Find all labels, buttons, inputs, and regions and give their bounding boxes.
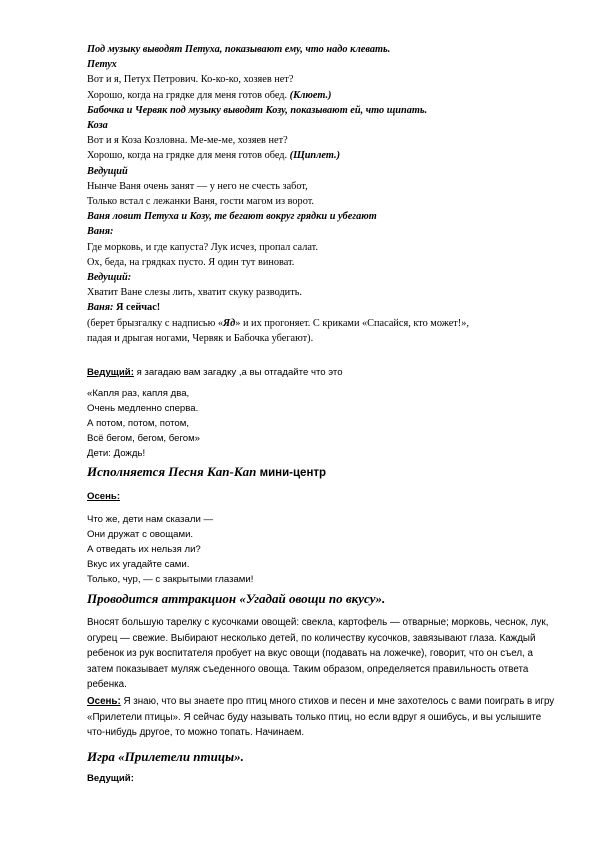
verse-line: Ох, беда, на грядках пусто. Я один тут виноват. — [87, 256, 295, 268]
game-heading: Игра «Прилетели птицы». — [87, 749, 244, 764]
verse-line: Хорошо, когда на грядке для меня готов обед. (Клюет.) — [87, 89, 332, 101]
verse-line: Ваня: Я сейчас! — [87, 302, 161, 314]
stage-direction: Ваня ловит Петуха и Козу, те бегают вокруг грядки и убегают — [87, 211, 377, 223]
verse-line: Очень медленно сперва. — [87, 403, 199, 414]
speaker-host: Ведущий — [87, 165, 128, 177]
attraction-heading: Проводится аттракцион «Угадай овощи по вкусу». — [87, 591, 386, 606]
autumn-game-intro: Осень: Я знаю, что вы знаете про птиц много стихов и песен и мне захотелось с вами поиграть в игру «Прилетели птицы». Я сейчас буду называть только птиц, но если вдруг я ошибусь, и вы услышите что-нибудь другое, то можно топать. Начинаем. — [87, 696, 555, 739]
stage-direction: (берет брызгалку с надписью «Яд» и их прогоняет. С криками «Спасайся, кто может!», — [87, 317, 469, 329]
speaker-vanya: Ваня: — [87, 226, 114, 238]
autumn-verse — [87, 512, 557, 587]
verse-line: Где морковь, и где капуста? Лук исчез, пропал салат. — [87, 241, 318, 253]
riddle-verse — [87, 386, 557, 461]
verse-line: Что же, дети нам сказали — — [87, 514, 214, 525]
verse-line: Хорошо, когда на грядке для меня готов обед. (Щиплет.) — [87, 150, 341, 162]
verse-line: Вкус их угадайте сами. — [87, 559, 190, 570]
verse-line: А потом, потом, потом, — [87, 418, 190, 429]
speaker-host: Ведущий: — [87, 367, 134, 378]
scene-block — [87, 42, 557, 346]
riddle-intro: Ведущий: я загадаю вам загадку ,а вы отгадайте что это — [87, 367, 343, 378]
verse-line: А отведать их нельзя ли? — [87, 544, 201, 555]
verse-line: Нынче Ваня очень занят — у него не счесть забот, — [87, 180, 308, 192]
speaker-host: Ведущий: — [87, 272, 132, 284]
verse-line: Только встал с лежанки Ваня, гости магом из ворот. — [87, 196, 315, 208]
speaker-goat: Коза — [87, 120, 108, 132]
speaker-autumn: Осень: — [87, 491, 121, 502]
autumn-block — [87, 490, 557, 504]
game-speaker — [87, 772, 557, 786]
song-heading: Исполняется Песня Кап-Кап мини-центр — [87, 464, 327, 479]
verse-line: Только, чур, — с закрытыми глазами! — [87, 574, 254, 585]
speaker-autumn: Осень: — [87, 696, 121, 707]
speaker-rooster: Петух — [87, 59, 117, 71]
stage-direction: Бабочка и Червяк под музыку выводят Козу, показывают ей, что щипать. — [87, 104, 428, 116]
verse-line: Хватит Ване слезы лить, хватит скуку разводить. — [87, 287, 302, 299]
stage-direction: Под музыку выводят Петуха, показывают ему, что надо клевать. — [87, 44, 391, 55]
verse-line: «Капля раз, капля два, — [87, 388, 190, 399]
verse-line: Всё бегом, бегом, бегом» — [87, 433, 201, 444]
attraction-paragraph: Вносят большую тарелку с кусочками овощей: свекла, картофель — отварные; морковь, чеснок, лук, огурец — свежие. Выбирают несколько детей, по количеству кусочков, завязывают глаза. Каждый ребенок из рук воспитателя пробует на вкус овощи (подавать на ложечке), говорит, что он съел, а затем показывает муляж съеденного овоща. Таким образом, определяется правильность ответа ребенка. — [87, 617, 549, 691]
verse-line: Вот и я, Петух Петрович. Ко-ко-ко, хозяев нет? — [87, 74, 294, 86]
verse-line: Вот и я Коза Козловна. Ме-ме-ме, хозяев нет? — [87, 135, 288, 147]
verse-line: Они дружат с овощами. — [87, 529, 194, 540]
speaker-host: Ведущий: — [87, 773, 134, 784]
verse-line: Дети: Дождь! — [87, 448, 146, 459]
stage-direction: падая и дрыгая ногами, Червяк и Бабочка убегают). — [87, 332, 314, 344]
